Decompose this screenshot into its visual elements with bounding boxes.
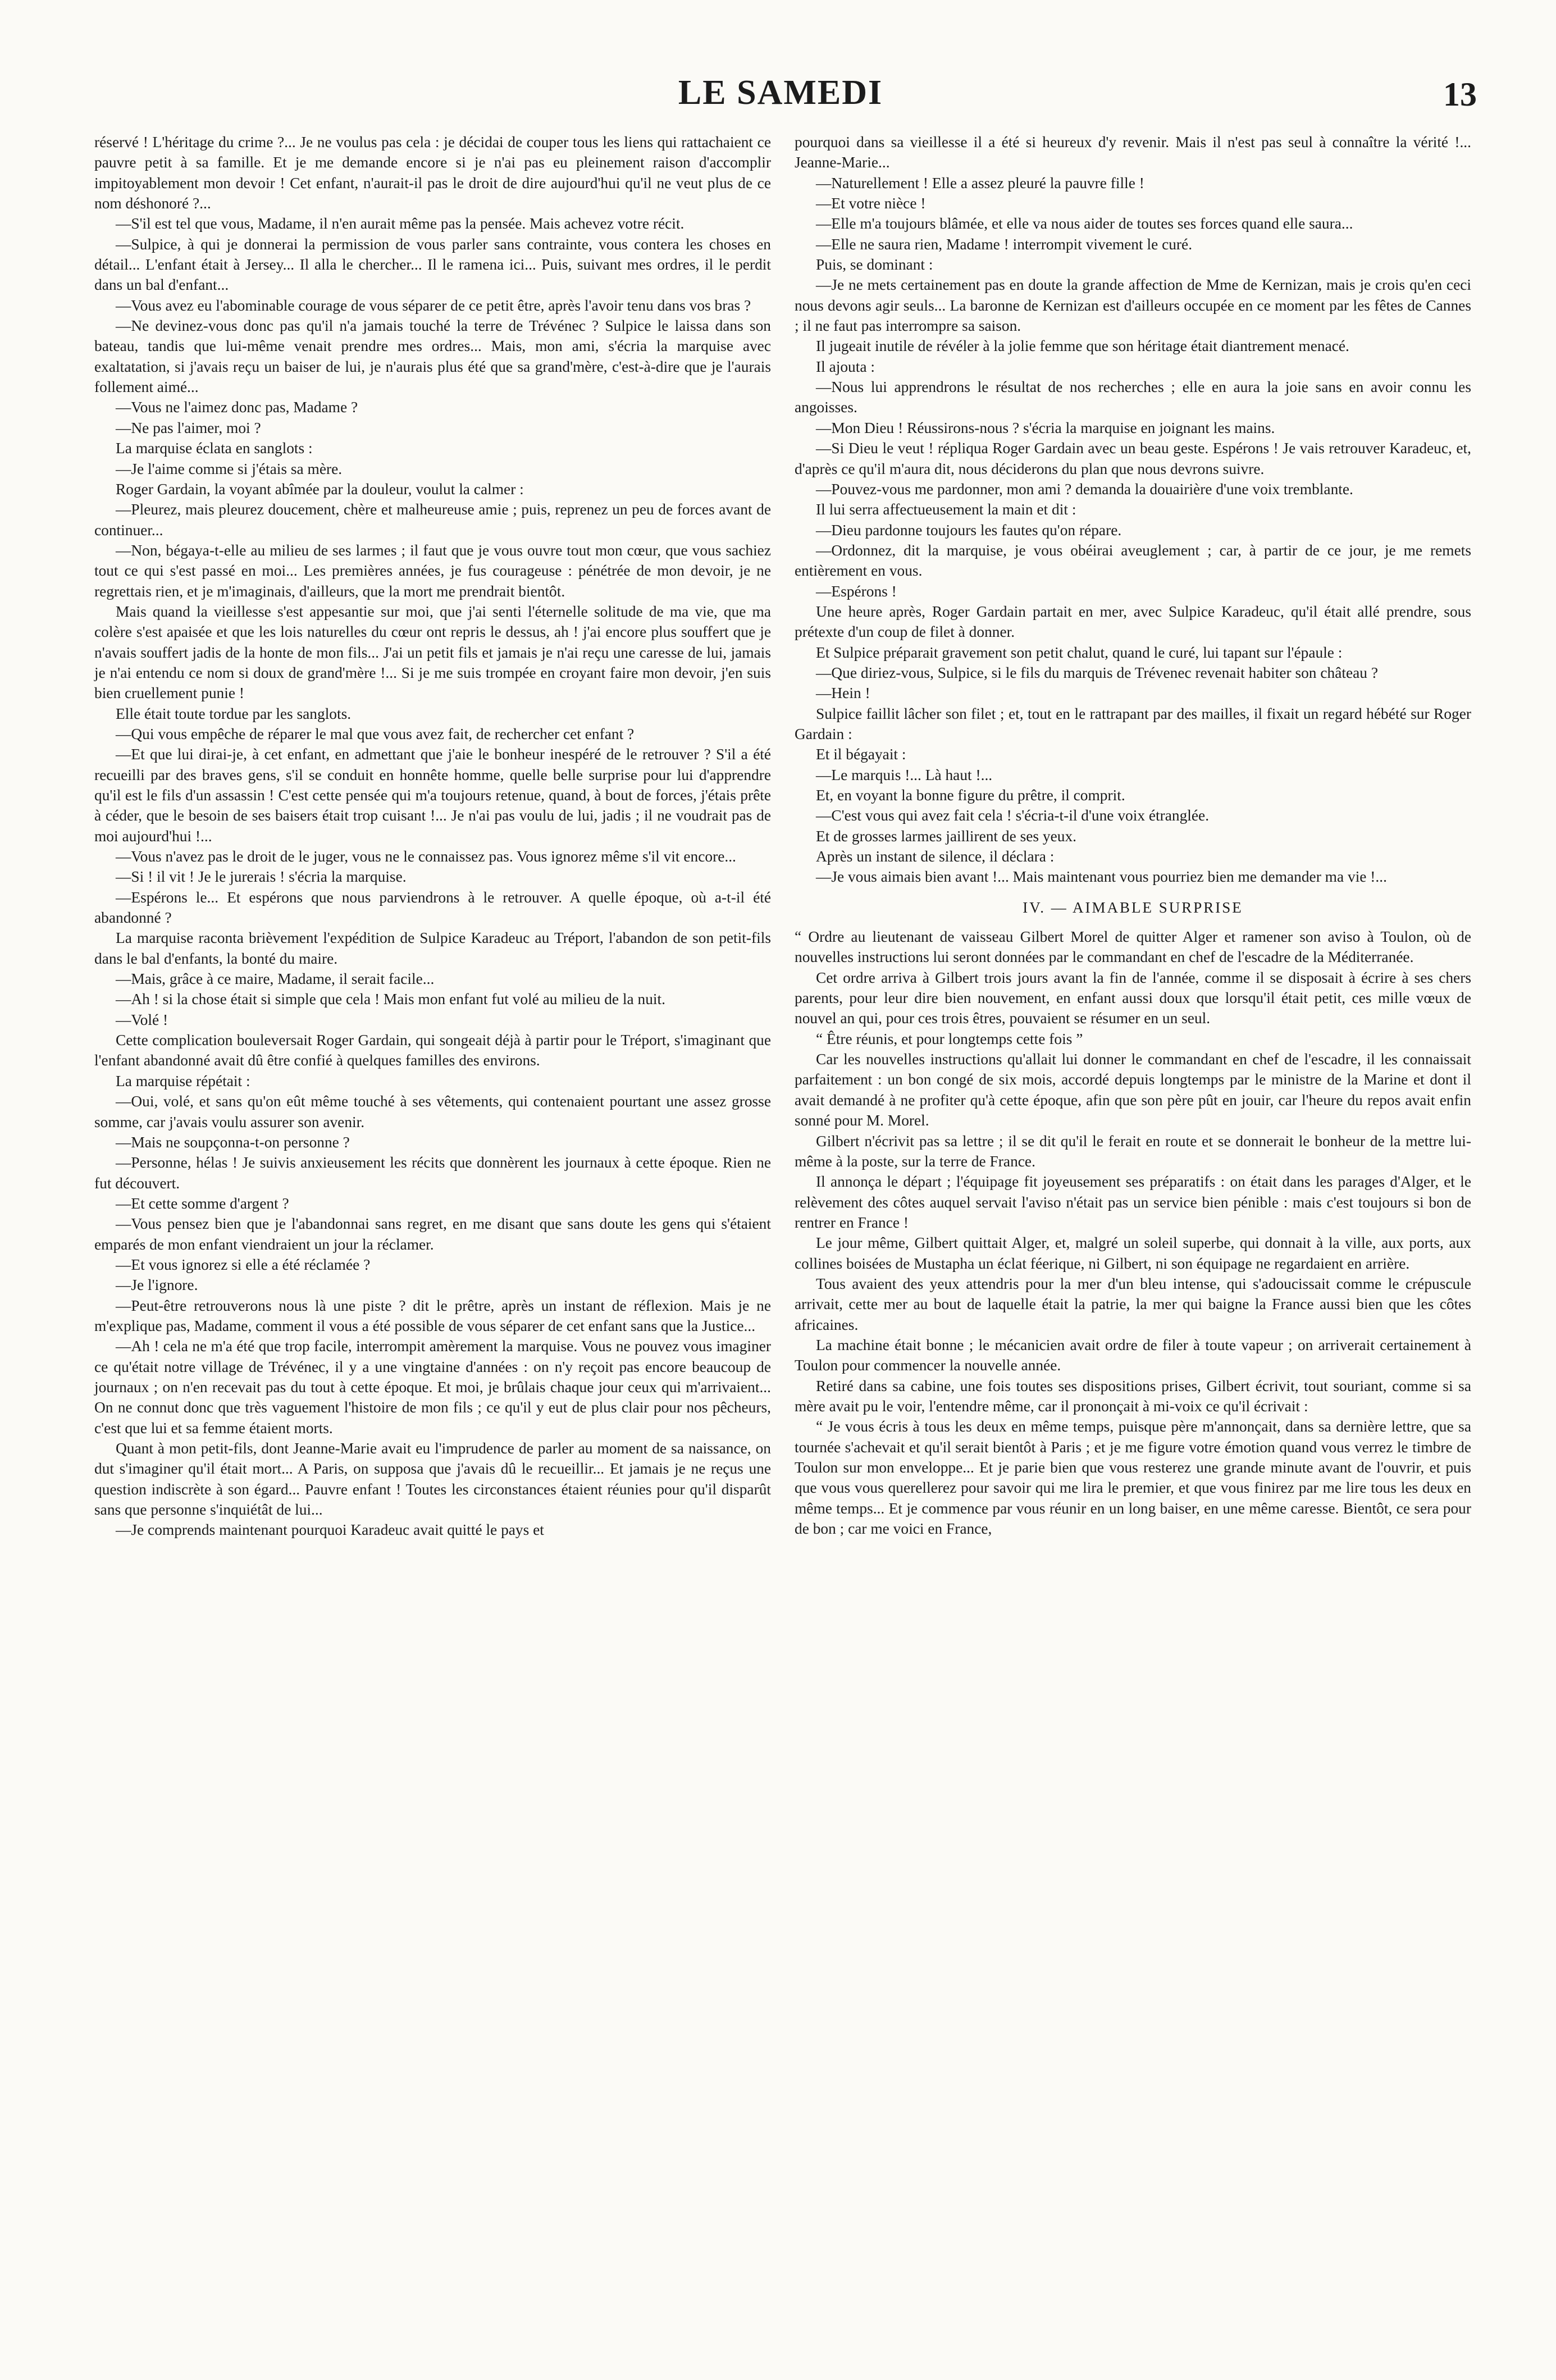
paragraph: Il ajouta : bbox=[816, 358, 875, 375]
paragraph: —Espérons ! bbox=[816, 582, 897, 600]
paragraph: —Mais ne soupçonna-t-on personne ? bbox=[116, 1133, 350, 1151]
paragraph: Roger Gardain, la voyant abîmée par la douleur, voulut la calmer : bbox=[116, 480, 524, 498]
journal-title: LE SAMEDI bbox=[678, 74, 883, 112]
paragraph: Puis, se dominant : bbox=[816, 256, 933, 273]
paragraph: Tous avaient des yeux attendris pour la mer d'un bleu intense, qui s'adoucissait comme le crépuscule arrivait, cette mer au bout de laquelle était la patrie, la mer qui baigne la France aussi bien que les côtes africaines. bbox=[795, 1275, 1471, 1333]
paragraph: —Que diriez-vous, Sulpice, si le fils du marquis de Trévenec revenait habiter son château ? bbox=[816, 664, 1378, 681]
section-heading bbox=[795, 897, 1471, 918]
paragraph: Une heure après, Roger Gardain partait en mer, avec Sulpice Karadeuc, qu'il était allé prendre, sous prétexte d'un coup de filet à donner. bbox=[795, 603, 1471, 641]
paragraph: —Oui, volé, et sans qu'on eût même touché à ses vêtements, qui contenaient pourtant une assez grosse somme, car j'avais voulu assurer son avenir. bbox=[94, 1093, 771, 1130]
paragraph: —Peut-être retrouverons nous là une piste ? dit le prêtre, après un instant de réflexion. Mais je ne m'explique pas, Madame, comment il vous a été possible de vous séparer de cet enfant sans que la Justice... bbox=[94, 1297, 771, 1334]
paragraph: —Vous avez eu l'abominable courage de vous séparer de ce petit être, après l'avoir tenu dans vos bras ? bbox=[116, 297, 751, 314]
paragraph: La marquise éclata en sanglots : bbox=[116, 440, 313, 457]
paragraph: —Ah ! cela ne m'a été que trop facile, interrompit amèrement la marquise. Vous ne pouvez vous imaginer ce qu'était notre village de Trévénec, il y a une vingtaine d'années : on n'y reçoit pas encore beaucoup de journaux ; on n'en recevait pas du tout à cette époque. Et moi, je brûlais chaque jour ceux qui m'arrivaient... On ne connut donc que très vaguement l'histoire de mon fils ; ce qu'il y eut de plus clair pour nos pêcheurs, c'est que lui et sa femme étaient morts. bbox=[94, 1338, 771, 1437]
section-heading-text: IV. — AIMABLE SURPRISE bbox=[1023, 899, 1243, 916]
paragraph: —Ne pas l'aimer, moi ? bbox=[116, 419, 261, 436]
paragraph: —Et cette somme d'argent ? bbox=[116, 1194, 289, 1212]
paragraph: —Non, bégaya-t-elle au milieu de ses larmes ; il faut que je vous ouvre tout mon cœur, que vous sachiez tout ce qui s'est passé en moi... Les premières années, je fus courageuse : pénétrée de mon devoir, je ne regrettais rien, et je m'imaginais, d'ailleurs, que la mort me prendrait bientôt. bbox=[94, 541, 771, 600]
paragraph: —Vous n'avez pas le droit de le juger, vous ne le connaissez pas. Vous ignorez même s'il vit encore... bbox=[116, 848, 736, 865]
right-column-part-1 bbox=[795, 132, 1471, 887]
paragraph: Et de grosses larmes jaillirent de ses yeux. bbox=[816, 827, 1076, 845]
paragraph: —Je l'aime comme si j'étais sa mère. bbox=[116, 460, 343, 477]
paragraph: Il annonça le départ ; l'équipage fit joyeusement ses préparatifs : on était dans les parages d'Alger, et le relèvement des côtes auquel servait l'aviso n'était pas un service bien pénible : mais c'est toujours si bon de rentrer en France ! bbox=[795, 1173, 1471, 1231]
paragraph: Sulpice faillit lâcher son filet ; et, tout en le rattrapant par des mailles, il fixait un regard hébété sur Roger Gardain : bbox=[795, 705, 1471, 742]
paragraph: Elle était toute tordue par les sanglots. bbox=[116, 705, 352, 722]
paragraph: Mais quand la vieillesse s'est appesantie sur moi, que j'ai senti l'éternelle solitude de ma vie, que ma colère s'est apaisée et que les lois naturelles du cœur ont repris le dessus, ah ! j'ai encore plus souffert que je n'avais souffert jadis de la honte de mon fils... J'ai un petit fils et jamais je n'ai reçu une caresse de lui, jamais je n'ai entendu ce nom si doux de grand'mère !... Si je me suis trompée en croyant faire mon devoir, j'en suis bien cruellement punie ! bbox=[94, 603, 771, 702]
paragraph: —Mais, grâce à ce maire, Madame, il serait facile... bbox=[116, 970, 435, 988]
paragraph: —Espérons le... Et espérons que nous parviendrons à le retrouver. A quelle époque, où a-t-il été abandonné ? bbox=[94, 888, 771, 927]
paragraph: Et il bégayait : bbox=[816, 746, 906, 763]
paragraph: —Pleurez, mais pleurez doucement, chère et malheureuse amie ; puis, reprenez un peu de forces avant de continuer... bbox=[94, 501, 771, 539]
page-header bbox=[84, 73, 1477, 124]
paragraph: Cette complication bouleversait Roger Gardain, qui songeait déjà à partir pour le Tréport, s'imaginant que l'enfant abandonné avait dû être confié à quelques familles des environs. bbox=[94, 1032, 771, 1069]
paragraph: —S'il est tel que vous, Madame, il n'en aurait même pas la pensée. Mais achevez votre récit. bbox=[116, 215, 685, 232]
paragraph: Gilbert n'écrivit pas sa lettre ; il se dit qu'il le ferait en route et se donnerait le bonheur de la mettre lui-même à la poste, sur la terre de France. bbox=[795, 1132, 1471, 1170]
paragraph: réservé ! L'héritage du crime ?... Je ne voulus pas cela : je décidai de couper tous les liens qui rattachaient ce pauvre petit à sa famille. Et je me demande encore si je n'ai pas eu pleinement raison d'accomplir impitoyablement mon devoir ! Cet enfant, n'aurait-il pas le droit de dire aujourd'hui qu'il ne veut plus de ce nom déshonoré ?... bbox=[94, 134, 771, 212]
paragraph: “ Ordre au lieutenant de vaisseau Gilbert Morel de quitter Alger et ramener son aviso à Toulon, où de nouvelles instructions lui seront données par le commandant en chef de l'escadre de la Méditerranée. bbox=[795, 928, 1471, 966]
paragraph: Il jugeait inutile de révéler à la jolie femme que son héritage était diantrement menacé. bbox=[816, 338, 1349, 355]
paragraph: —Je l'ignore. bbox=[116, 1276, 198, 1294]
paragraph: —Je comprends maintenant pourquoi Karadeuc avait quitté le pays et bbox=[116, 1521, 544, 1539]
paragraph: La marquise raconta brièvement l'expédition de Sulpice Karadeuc au Tréport, l'abandon de son petit-fils dans le bal d'enfants, la bonté du maire. bbox=[94, 929, 771, 967]
paragraph: —Mon Dieu ! Réussirons-nous ? s'écria la marquise en joignant les mains. bbox=[816, 419, 1275, 436]
paragraph: Cet ordre arriva à Gilbert trois jours avant la fin de l'année, comme il se disposait à écrire à ses chers parents, pour leur dire bien nouvement, en enfant aussi doux que lorsqu'il était petit, ces mille vœux de nouvel an qui, pour ces trois êtres, pouvaient se résumer en un seul. bbox=[795, 969, 1471, 1027]
paragraph: Il lui serra affectueusement la main et dit : bbox=[816, 501, 1076, 518]
paragraph: Après un instant de silence, il déclara : bbox=[816, 848, 1055, 865]
paragraph: —Ne devinez-vous donc pas qu'il n'a jamais touché la terre de Trévénec ? Sulpice le laissa dans son bateau, tandis que lui-même venait prendre mes ordres... Mais, mon ami, s'écria la marquise avec exaltatation, si j'avais reçu un baiser de lui, je n'aurais plus été que sa grand'mère, c'est-à-dire que je l'aurais follement aimé... bbox=[94, 317, 771, 396]
paragraph: pourquoi dans sa vieillesse il a été si heureux d'y revenir. Mais il n'est pas seul à connaître la vérité !... Jeanne-Marie... bbox=[795, 134, 1471, 171]
paragraph: —Si ! il vit ! Je le jurerais ! s'écria la marquise. bbox=[116, 868, 407, 886]
paragraph: —Volé ! bbox=[116, 1011, 168, 1028]
paragraph: “ Je vous écris à tous les deux en même temps, puisque père m'annonçait, dans sa dernière lettre, que sa tournée s'achevait et qu'il serait bientôt à Paris ; et je me figure votre émotion quand vous verrez le timbre de Toulon sur mon enveloppe... Et je parie bien que vous resterez une grande minute avant de l'ouvrir, et puis que vous vous querellerez pour savoir qui me lira le premier, et que vous finirez par me lire tous les deux en même temps... Et je commence par vous réunir en un long baiser, en une même caresse. Bientôt, ce sera pour de bon ; car me voici en France, bbox=[795, 1418, 1471, 1538]
paragraph: —Nous lui apprendrons le résultat de nos recherches ; elle en aura la joie sans en avoir connu les angoisses. bbox=[795, 379, 1471, 416]
paragraph: —Ah ! si la chose était si simple que cela ! Mais mon enfant fut volé au milieu de la nuit. bbox=[116, 991, 665, 1008]
paragraph: —Vous pensez bien que je l'abandonnai sans regret, en me disant que sans doute les gens qui s'étaient emparés de mon enfant viendraient un jour la réclamer. bbox=[94, 1215, 771, 1253]
paragraph: —Ordonnez, dit la marquise, je vous obéirai aveuglement ; car, à partir de ce jour, je me remets entièrement en vous. bbox=[795, 541, 1471, 580]
paragraph: —Et votre nièce ! bbox=[816, 195, 926, 212]
paragraph: —Et que lui dirai-je, à cet enfant, en admettant que j'aie le bonheur inespéré de le retrouver ? S'il a été recueilli par des braves gens, s'il se conduit en honnête homme, quelle belle surprise pour lui d'apprendre qu'il est le fils d'un assassin ! C'est cette pensée qui m'a toujours retenue, quand, à bout de forces, j'étais prête à céder, que le besoin de ses baisers était trop cuisant !... Je n'ai pas voulu de lui, jadis ; il ne voudrait pas de moi aujourd'hui !... bbox=[94, 746, 771, 845]
left-column bbox=[94, 132, 771, 1540]
paragraph: —Et vous ignorez si elle a été réclamée ? bbox=[116, 1256, 371, 1273]
paragraph: —Si Dieu le veut ! répliqua Roger Gardain avec un beau geste. Espérons ! Je vais retrouver Karadeuc, et, d'après ce qu'il m'aura dit, nous déciderons du plan que nous devrons suivre. bbox=[795, 440, 1471, 477]
paragraph: —Pouvez-vous me pardonner, mon ami ? demanda la douairière d'une voix tremblante. bbox=[816, 480, 1353, 498]
paragraph: “ Être réunis, et pour longtemps cette fois ” bbox=[816, 1030, 1083, 1047]
paragraph: —Naturellement ! Elle a assez pleuré la pauvre fille ! bbox=[816, 174, 1144, 192]
paragraph: —Je vous aimais bien avant !... Mais maintenant vous pourriez bien me demander ma vie !... bbox=[816, 868, 1387, 886]
paragraph: —Vous ne l'aimez donc pas, Madame ? bbox=[116, 399, 358, 416]
paragraph: —Qui vous empêche de réparer le mal que vous avez fait, de rechercher cet enfant ? bbox=[116, 725, 635, 742]
paragraph: —Dieu pardonne toujours les fautes qu'on répare. bbox=[816, 521, 1122, 539]
paragraph: Le jour même, Gilbert quittait Alger, et, malgré un soleil superbe, qui donnait à la ville, aux ports, aux collines boisées de Mustapha un éclat féerique, ni Gilbert, ni son équipage ne regardaient en arrière. bbox=[795, 1234, 1471, 1272]
paragraph: Et Sulpice préparait gravement son petit chalut, quand le curé, lui tapant sur l'épaule : bbox=[816, 644, 1343, 661]
right-column-part-2 bbox=[795, 927, 1471, 1539]
paragraph: Retiré dans sa cabine, une fois toutes ses dispositions prises, Gilbert écrivit, tout souriant, comme si sa mère avait pu le voir, l'entendre même, car il prononçait à mi-voix ce qu'il écrivait : bbox=[795, 1377, 1471, 1415]
paragraph: —Elle ne saura rien, Madame ! interrompit vivement le curé. bbox=[816, 235, 1193, 253]
paragraph: —Elle m'a toujours blâmée, et elle va nous aider de toutes ses forces quand elle saura... bbox=[816, 215, 1353, 232]
paragraph: —C'est vous qui avez fait cela ! s'écria-t-il d'une voix étranglée. bbox=[816, 807, 1210, 824]
paragraph: Quant à mon petit-fils, dont Jeanne-Marie avait eu l'imprudence de parler au moment de sa naissance, on dut s'imaginer qu'il était mort... A Paris, on supposa que j'avais dû le recueillir... Et jamais je ne reçus une question indiscrète à son égard... Pauvre enfant ! Toutes les circonstances étaient réunies pour qu'il disparût sans que personne s'inquiétât de lui... bbox=[94, 1440, 771, 1519]
paragraph: Et, en voyant la bonne figure du prêtre, il comprit. bbox=[816, 787, 1125, 804]
paragraph: Car les nouvelles instructions qu'allait lui donner le commandant en chef de l'escadre, il les connaissait parfaitement : un bon congé de six mois, accordé depuis longtemps par le ministre de la Marine et dont il avait demandé à ne profiter qu'à cette époque, afin que son père pût en jouir, car l'heure du repos avait enfin sonné pour M. Morel. bbox=[795, 1051, 1471, 1129]
paragraph: —Le marquis !... Là haut !... bbox=[816, 766, 993, 783]
page-number: 13 bbox=[1443, 76, 1477, 113]
paragraph: —Sulpice, à qui je donnerai la permission de vous parler sans contrainte, vous contera les choses en détail... L'enfant était à Jersey... Il alla le chercher... Il le ramena ici... Puis, suivant mes ordres, il le perdit dans un bal d'enfant... bbox=[94, 235, 771, 294]
paragraph: —Personne, hélas ! Je suivis anxieusement les récits que donnèrent les journaux à cette époque. Rien ne fut découvert. bbox=[94, 1154, 771, 1192]
paragraph: —Je ne mets certainement pas en doute la grande affection de Mme de Kernizan, mais je crois qu'en ceci nous devons agir seuls... La baronne de Kernizan est d'ailleurs occupée en ce moment par les fêtes de Cannes ; il ne faut pas interrompre sa saison. bbox=[795, 276, 1471, 335]
paragraph: —Hein ! bbox=[816, 685, 870, 702]
paragraph: La marquise répétait : bbox=[116, 1072, 250, 1089]
right-column bbox=[795, 132, 1471, 1539]
paragraph: La machine était bonne ; le mécanicien avait ordre de filer à toute vapeur ; on arriverait certainement à Toulon pour commencer la nouvelle année. bbox=[795, 1336, 1471, 1374]
